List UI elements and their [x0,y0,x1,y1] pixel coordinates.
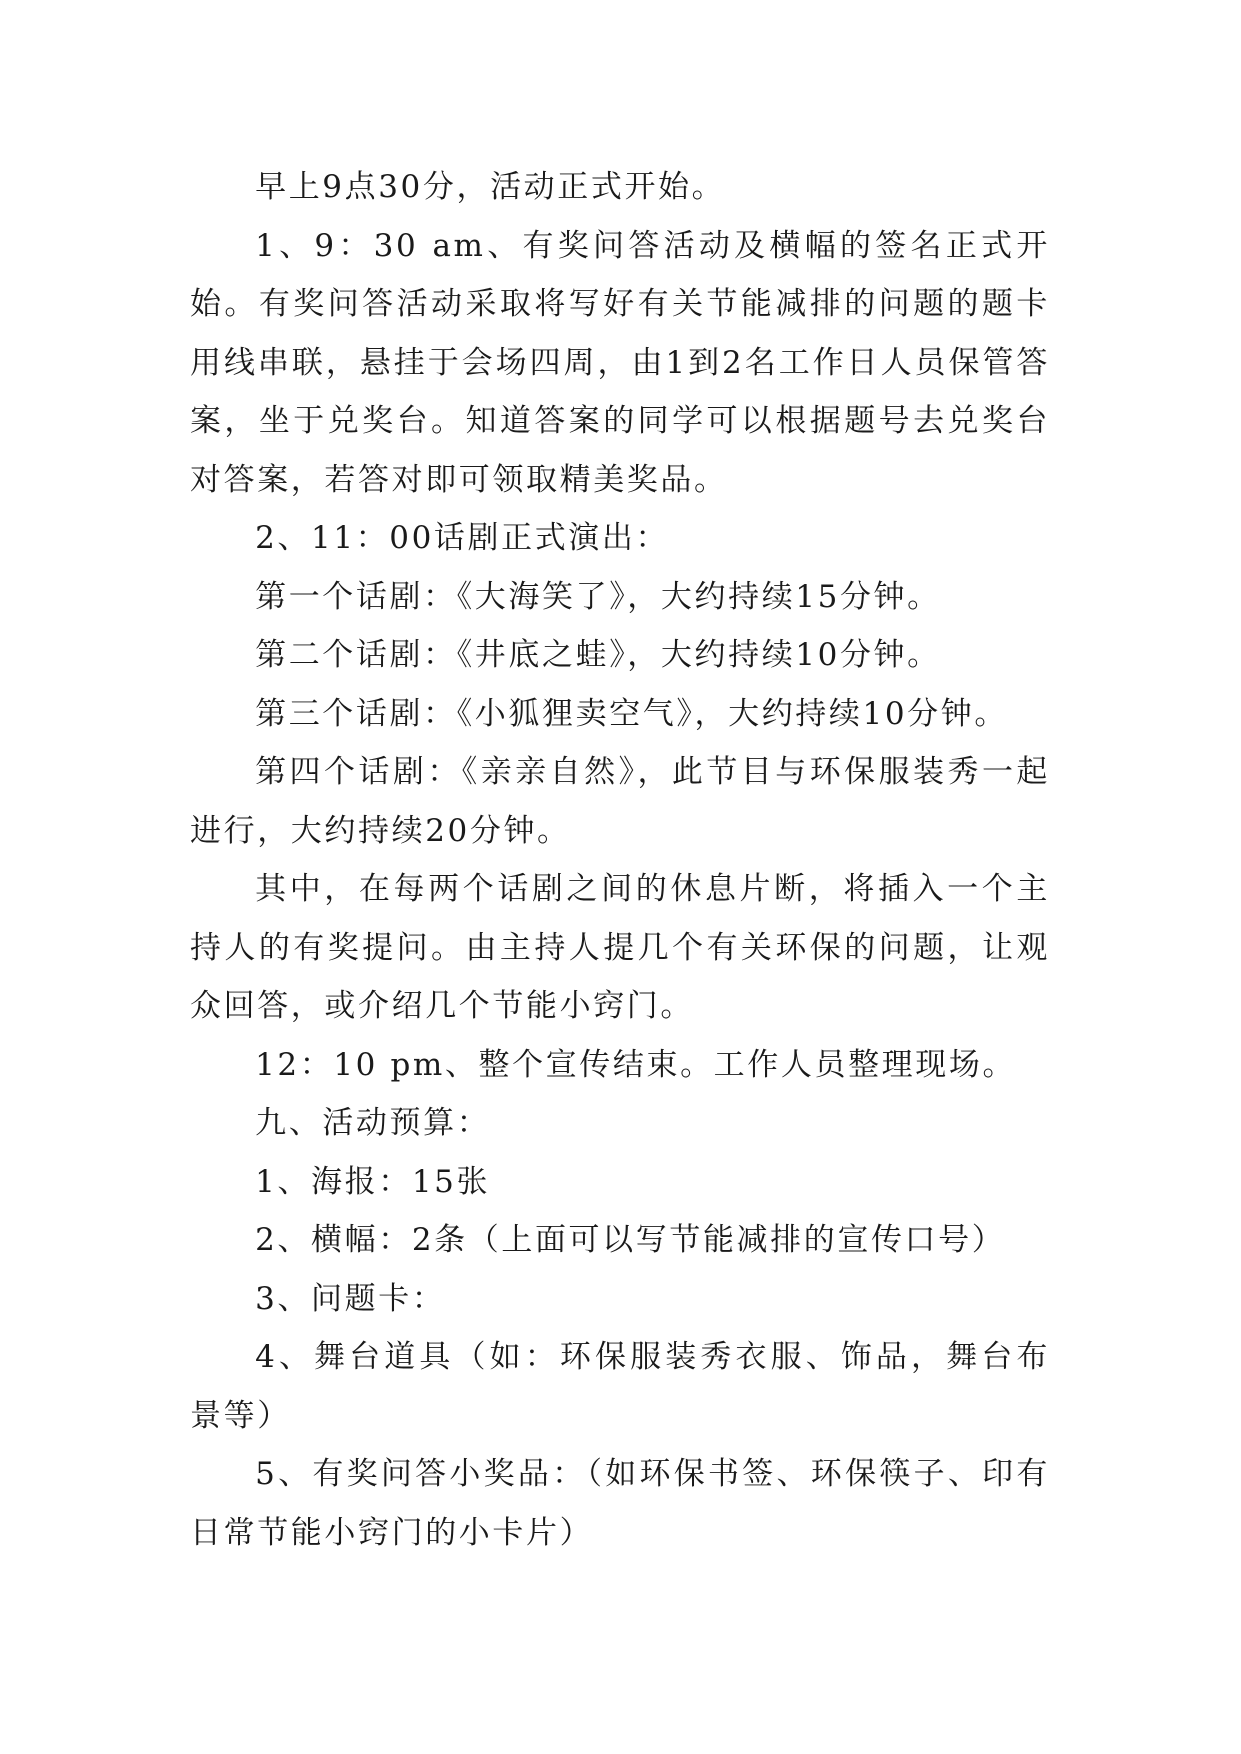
paragraph-drama-1: 第一个话剧：《大海笑了》，大约持续15分钟。 [255,578,941,615]
budget-item-posters: 1、海报：15张 [255,1163,491,1200]
document-body [190,158,1050,1562]
budget-item-prizes: 5、有奖问答小奖品：（如环保书签、环保筷子、印有日常节能小窍门的小卡片） [190,1456,1050,1551]
paragraph-drama-2: 第二个话剧：《井底之蛙》，大约持续10分钟。 [255,637,941,673]
paragraph-drama-3: 第三个话剧：《小狐狸卖空气》，大约持续10分钟。 [255,695,1008,732]
paragraph-drama-start: 2、11：00话剧正式演出： [255,520,670,556]
paragraph-quiz-activity: 1、9：30 am、有奖问答活动及横幅的签名正式开始。有奖问答活动采取将写好有关节能减排的问题的题卡用线串联，悬挂于会场四周，由1到2名工作日人员保管答案，坐于兑奖台。知道答案的同学可以根据题号去兑奖台对答案，若答对即可领取精美奖品。 [190,227,1050,498]
budget-item-banners: 2、横幅：2条（上面可以写节能减排的宣传口号） [255,1222,1006,1258]
budget-item-stage-props: 4、舞台道具（如：环保服装秀衣服、饰品，舞台布景等） [190,1339,1050,1434]
paragraph-drama-4: 第四个话剧：《亲亲自然》，此节目与环保服装秀一起进行，大约持续20分钟。 [190,754,1050,849]
paragraph-start-time: 早上9点30分，活动正式开始。 [255,169,726,205]
paragraph-end-time: 12：10 pm、整个宣传结束。工作人员整理现场。 [255,1046,1017,1083]
section-heading-budget: 九、活动预算： [255,1105,491,1141]
budget-item-question-cards: 3、问题卡： [255,1280,446,1317]
paragraph-intermission: 其中，在每两个话剧之间的休息片断，将插入一个主持人的有奖提问。由主持人提几个有关环保的问题，让观众回答，或介绍几个节能小窍门。 [190,871,1050,1024]
